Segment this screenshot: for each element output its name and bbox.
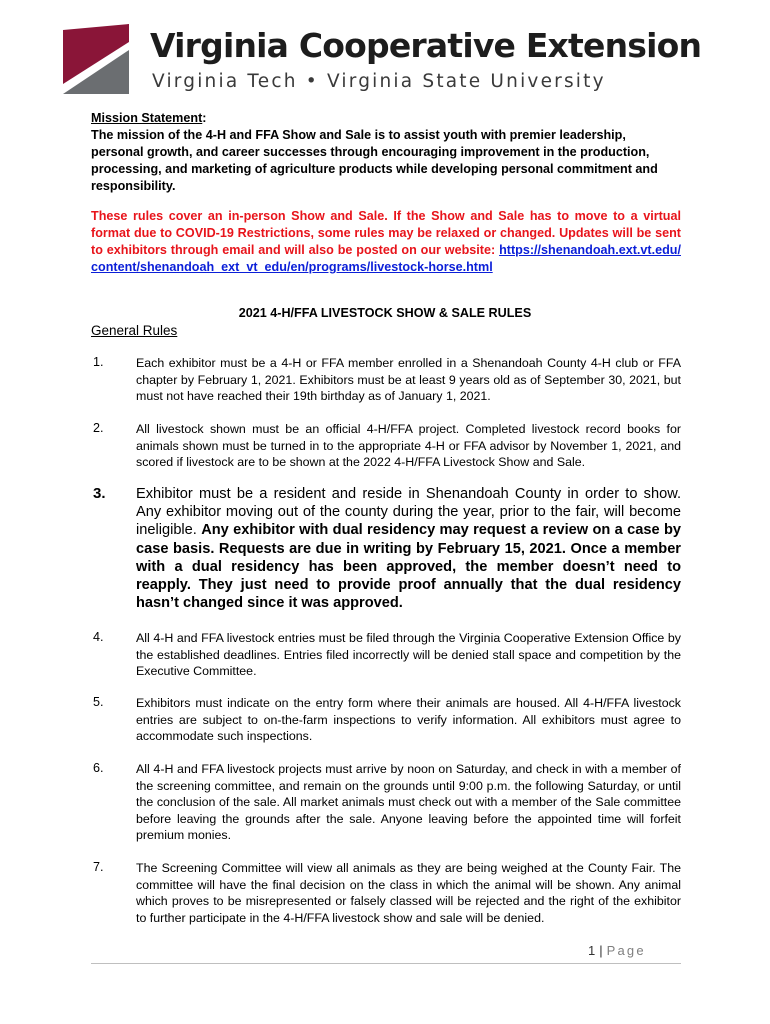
rule-number: 4. — [93, 630, 104, 644]
rules-title: 2021 4-H/FFA LIVESTOCK SHOW & SALE RULES — [238, 306, 532, 320]
rule-text: Each exhibitor must be a 4-H or FFA member enrolled in a Shenandoah County 4-H club or FFA chapter by February 1, 2021. Exhibitors must be at least 9 years old as of September 30, 2021, but must not have reached their 19th birthday as of January 1, 2021. — [136, 356, 681, 403]
logo-title: Virginia Cooperative Extension — [150, 26, 702, 65]
mission-text: The mission of the 4-H and FFA Show and Sale is to assist youth with premier leadership, personal growth, and career successes through encouraging improvement in the production, processing, and marketing of agriculture products while developing personal commitment and responsibility. — [91, 128, 658, 193]
rule-number: 6. — [93, 761, 104, 775]
rule-text: All 4-H and FFA livestock entries must be filed through the Virginia Cooperative Extension Office by the established deadlines. Entries filed incorrectly will be denied stall space and competition by the Executive Committee. — [136, 631, 681, 678]
page-footer — [588, 943, 646, 958]
rule-number: 7. — [93, 860, 104, 874]
rule-number: 3. — [93, 485, 106, 502]
mission-statement — [91, 110, 681, 195]
section-heading: General Rules — [91, 323, 178, 338]
covid-notice — [91, 208, 681, 276]
page-number: 1 — [588, 943, 596, 958]
website-link[interactable]: https://shenandoah.ext.vt.edu/content/shenandoah_ext_vt_edu/en/programs/livestock-horse.html — [91, 243, 681, 274]
mission-colon: : — [202, 111, 207, 125]
footer-divider — [91, 963, 681, 964]
rule-number: 5. — [93, 695, 104, 709]
mission-label: Mission Statement — [91, 111, 203, 125]
rule-text-emphasis: Any exhibitor with dual residency may request a review on a case by case basis. Requests are due in writing by February 15, 2021. Once a member with a dual residency has been approved, the member doesn’t need to reapply. They just need to provide proof annually that the dual residency hasn’t changed since it was approved. — [136, 522, 682, 612]
page-label: Page — [606, 943, 646, 958]
rule-number: 1. — [93, 355, 104, 369]
covid-notice-text: These rules cover an in-person Show and Sale. If the Show and Sale has to move to a virtual format due to COVID-19 Restrictions, some rules may be relaxed or changed. Updates will be sent to exhibitors through email and will also be posted on our website: — [91, 209, 681, 257]
rule-number: 2. — [93, 421, 104, 435]
header — [63, 24, 713, 100]
page-separator: | — [599, 943, 603, 958]
logo-subtitle: Virginia Tech • Virginia State University — [152, 71, 606, 92]
rule-text: All 4-H and FFA livestock projects must arrive by noon on Saturday, and check in with a member of the screening committee, and remain on the grounds until 9:00 p.m. the following Saturday, or until the conclusion of the sale. All market animals must check out with a member of the Sale committee before leaving the grounds after the sale. Anyone leaving before the appointed time will forfeit premium monies. — [136, 762, 681, 842]
rule-text: Exhibitors must indicate on the entry form where their animals are housed. All 4-H/FFA livestock entries are subject to on-the-farm inspections to verify information. All exhibitors must agree to accommodate such inspections. — [136, 696, 681, 743]
rule-text: The Screening Committee will view all animals as they are being weighed at the County Fair. The committee will have the final decision on the class in which the animal will be shown. Any animal which proves to be misrepresented or falsely classed will be rejected and the right of the exhibitor to further participate in the 4-H/FFA livestock show and sale will be denied. — [136, 861, 681, 925]
rule-text-plain: Exhibitor must be a resident and reside in Shenandoah County in order to show. Any exhibitor moving out of the county during the year, prior to the fair, will become ineligible. — [136, 486, 681, 539]
vce-logo-icon — [63, 24, 129, 94]
rule-text: All livestock shown must be an official 4-H/FFA project. Completed livestock record books for animals shown must be turned in to the appropriate 4-H or FFA advisor by November 1, 2021, and scored if livestock are to be shown at the 2022 4-H/FFA Livestock Show and Sale. — [136, 422, 681, 469]
rule-text — [136, 485, 681, 612]
